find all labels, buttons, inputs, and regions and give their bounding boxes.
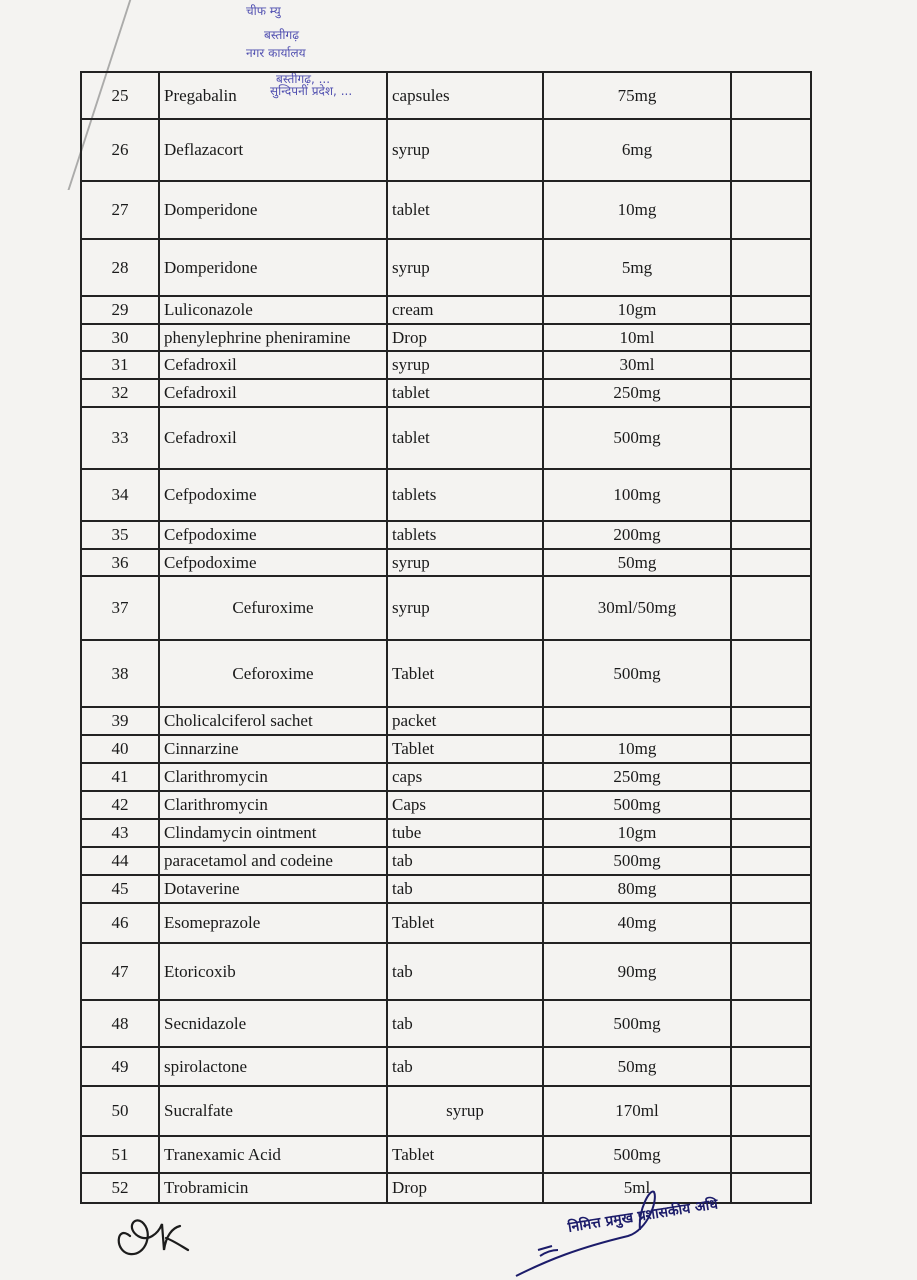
medicine-name: Cefadroxil	[159, 407, 387, 469]
stamp-line: चीफ म्यु	[246, 4, 281, 18]
serial-number: 28	[81, 239, 159, 296]
medicine-name: Pregabalin	[159, 72, 387, 119]
serial-number: 36	[81, 549, 159, 576]
serial-number: 50	[81, 1086, 159, 1136]
medicine-name: paracetamol and codeine	[159, 847, 387, 875]
dosage-form: capsules	[387, 72, 543, 119]
medicine-name: Trobramicin	[159, 1173, 387, 1203]
medicine-name: Dotaverine	[159, 875, 387, 903]
strength: 50mg	[543, 1047, 731, 1086]
blank-cell	[731, 791, 811, 819]
dosage-form: tablets	[387, 469, 543, 521]
blank-cell	[731, 903, 811, 943]
dosage-form: syrup	[387, 549, 543, 576]
serial-number: 52	[81, 1173, 159, 1203]
stamp-line: सुन्दिपनी प्रदेश, ...	[270, 84, 353, 98]
dosage-form: syrup	[387, 351, 543, 379]
medicine-name: Domperidone	[159, 181, 387, 239]
dosage-form: Tablet	[387, 735, 543, 763]
medicine-name: Luliconazole	[159, 296, 387, 324]
dosage-form: tab	[387, 875, 543, 903]
blank-cell	[731, 735, 811, 763]
medicine-name: Cefpodoxime	[159, 549, 387, 576]
medicine-name: Sucralfate	[159, 1086, 387, 1136]
serial-number: 48	[81, 1000, 159, 1047]
medicine-name: Clarithromycin	[159, 791, 387, 819]
table-row	[81, 549, 811, 576]
dosage-form: tablet	[387, 181, 543, 239]
medicine-list-table	[80, 71, 812, 1204]
table-row	[81, 1047, 811, 1086]
medicine-name: Domperidone	[159, 239, 387, 296]
signature-caption: निमित्त प्रमुख प्रशासकीय अधि	[566, 1196, 719, 1236]
strength: 5mg	[543, 239, 731, 296]
blank-cell	[731, 296, 811, 324]
strength: 500mg	[543, 1136, 731, 1173]
table-row	[81, 469, 811, 521]
table-row	[81, 640, 811, 707]
blank-cell	[731, 324, 811, 351]
serial-number: 32	[81, 379, 159, 407]
handwritten-signature-left	[108, 1206, 192, 1266]
serial-number: 45	[81, 875, 159, 903]
strength: 500mg	[543, 1000, 731, 1047]
stamp-line: नगर कार्यालय	[246, 46, 306, 60]
blank-cell	[731, 351, 811, 379]
table-row	[81, 521, 811, 549]
strength: 75mg	[543, 72, 731, 119]
blank-cell	[731, 181, 811, 239]
blank-cell	[731, 407, 811, 469]
stamp-line: बस्तीगढ़	[264, 28, 299, 42]
medicine-name: Ceforoxime	[159, 640, 387, 707]
strength: 10mg	[543, 181, 731, 239]
serial-number: 44	[81, 847, 159, 875]
table-row	[81, 72, 811, 119]
dosage-form: tab	[387, 847, 543, 875]
serial-number: 49	[81, 1047, 159, 1086]
strength: 10gm	[543, 819, 731, 847]
handwritten-signature-right	[508, 1190, 768, 1280]
dosage-form: Tablet	[387, 640, 543, 707]
serial-number: 41	[81, 763, 159, 791]
blank-cell	[731, 521, 811, 549]
serial-number: 33	[81, 407, 159, 469]
dosage-form: cream	[387, 296, 543, 324]
dosage-form: tablet	[387, 379, 543, 407]
medicine-name: Clarithromycin	[159, 763, 387, 791]
blank-cell	[731, 763, 811, 791]
medicine-name: Esomeprazole	[159, 903, 387, 943]
serial-number: 29	[81, 296, 159, 324]
blank-cell	[731, 119, 811, 181]
dosage-form: syrup	[387, 239, 543, 296]
dosage-form: tablets	[387, 521, 543, 549]
strength: 10ml	[543, 324, 731, 351]
medicine-name: Cefpodoxime	[159, 521, 387, 549]
strength: 170ml	[543, 1086, 731, 1136]
dosage-form: tab	[387, 943, 543, 1000]
table-row	[81, 239, 811, 296]
table-row	[81, 943, 811, 1000]
table-row	[81, 819, 811, 847]
blank-cell	[731, 1136, 811, 1173]
blank-cell	[731, 819, 811, 847]
medicine-name: Etoricoxib	[159, 943, 387, 1000]
dosage-form: syrup	[387, 1086, 543, 1136]
table-row	[81, 296, 811, 324]
serial-number: 27	[81, 181, 159, 239]
dosage-form: Drop	[387, 1173, 543, 1203]
strength: 90mg	[543, 943, 731, 1000]
blank-cell	[731, 469, 811, 521]
blank-cell	[731, 875, 811, 903]
medicine-name: phenylephrine pheniramine	[159, 324, 387, 351]
table-row	[81, 847, 811, 875]
strength: 500mg	[543, 791, 731, 819]
dosage-form: syrup	[387, 576, 543, 640]
dosage-form: Caps	[387, 791, 543, 819]
strength: 500mg	[543, 847, 731, 875]
medicine-name: Cinnarzine	[159, 735, 387, 763]
dosage-form: tab	[387, 1047, 543, 1086]
dosage-form: Drop	[387, 324, 543, 351]
medicine-name: Cefpodoxime	[159, 469, 387, 521]
table-row	[81, 351, 811, 379]
medicine-name: Cefadroxil	[159, 379, 387, 407]
strength: 100mg	[543, 469, 731, 521]
dosage-form: Tablet	[387, 903, 543, 943]
table-row	[81, 407, 811, 469]
serial-number: 26	[81, 119, 159, 181]
blank-cell	[731, 239, 811, 296]
serial-number: 30	[81, 324, 159, 351]
medicine-name: spirolactone	[159, 1047, 387, 1086]
medicine-name: Tranexamic Acid	[159, 1136, 387, 1173]
dosage-form: syrup	[387, 119, 543, 181]
table-row	[81, 763, 811, 791]
table-row	[81, 119, 811, 181]
dosage-form: tab	[387, 1000, 543, 1047]
strength: 10gm	[543, 296, 731, 324]
strength: 40mg	[543, 903, 731, 943]
serial-number: 42	[81, 791, 159, 819]
strength: 50mg	[543, 549, 731, 576]
strength: 30ml	[543, 351, 731, 379]
dosage-form: tablet	[387, 407, 543, 469]
blank-cell	[731, 379, 811, 407]
strength: 200mg	[543, 521, 731, 549]
blank-cell	[731, 1086, 811, 1136]
strength: 5ml	[543, 1173, 731, 1203]
serial-number: 31	[81, 351, 159, 379]
medicine-name: Cholicalciferol sachet	[159, 707, 387, 735]
table-row	[81, 1000, 811, 1047]
serial-number: 25	[81, 72, 159, 119]
serial-number: 51	[81, 1136, 159, 1173]
medicine-name: Secnidazole	[159, 1000, 387, 1047]
dosage-form: Tablet	[387, 1136, 543, 1173]
blank-cell	[731, 640, 811, 707]
blank-cell	[731, 549, 811, 576]
serial-number: 47	[81, 943, 159, 1000]
medicine-name: Clindamycin ointment	[159, 819, 387, 847]
blank-cell	[731, 1047, 811, 1086]
stamp-line: बस्तीगढ़, ...	[276, 72, 331, 86]
table-row	[81, 324, 811, 351]
strength: 250mg	[543, 763, 731, 791]
medicine-name: Deflazacort	[159, 119, 387, 181]
serial-number: 35	[81, 521, 159, 549]
table-row	[81, 875, 811, 903]
dosage-form: packet	[387, 707, 543, 735]
medicine-name: Cefuroxime	[159, 576, 387, 640]
table-row	[81, 707, 811, 735]
dosage-form: caps	[387, 763, 543, 791]
serial-number: 40	[81, 735, 159, 763]
serial-number: 46	[81, 903, 159, 943]
table-row	[81, 903, 811, 943]
blank-cell	[731, 1000, 811, 1047]
strength: 6mg	[543, 119, 731, 181]
serial-number: 39	[81, 707, 159, 735]
serial-number: 43	[81, 819, 159, 847]
blank-cell	[731, 707, 811, 735]
medicine-name: Cefadroxil	[159, 351, 387, 379]
strength	[543, 707, 731, 735]
dosage-form: tube	[387, 819, 543, 847]
strength: 10mg	[543, 735, 731, 763]
serial-number: 34	[81, 469, 159, 521]
blank-cell	[731, 847, 811, 875]
table-row	[81, 735, 811, 763]
serial-number: 38	[81, 640, 159, 707]
strength: 250mg	[543, 379, 731, 407]
table-row	[81, 181, 811, 239]
blank-cell	[731, 72, 811, 119]
table-row	[81, 379, 811, 407]
table-row	[81, 791, 811, 819]
strength: 500mg	[543, 407, 731, 469]
blank-cell	[731, 943, 811, 1000]
table-row	[81, 576, 811, 640]
strength: 80mg	[543, 875, 731, 903]
serial-number: 37	[81, 576, 159, 640]
table-row	[81, 1086, 811, 1136]
strength: 30ml/50mg	[543, 576, 731, 640]
blank-cell	[731, 576, 811, 640]
strength: 500mg	[543, 640, 731, 707]
table-row	[81, 1136, 811, 1173]
